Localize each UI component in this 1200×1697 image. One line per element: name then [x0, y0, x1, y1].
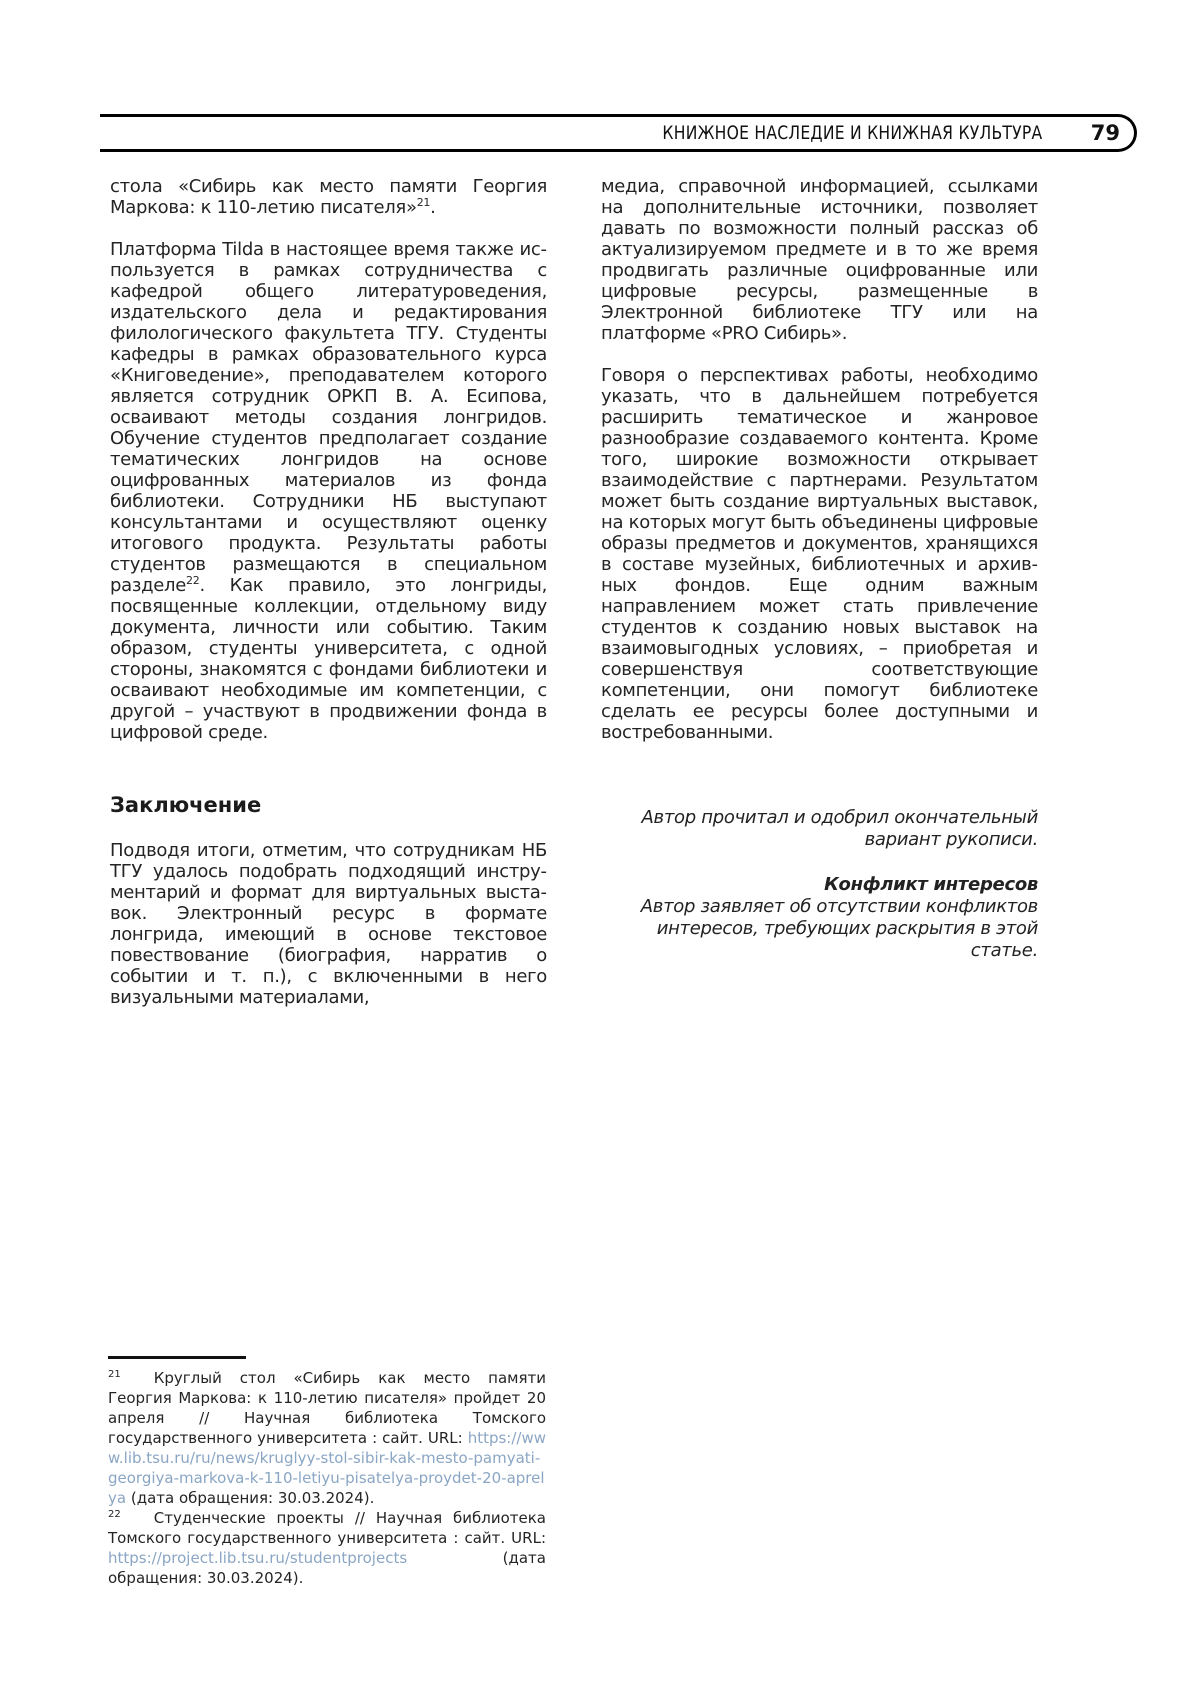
footnote-22-marker: 22 — [108, 1509, 121, 1520]
footnote-separator-rule — [108, 1356, 246, 1359]
footnote-ref-22: 22 — [186, 574, 200, 587]
footnotes-block — [108, 1356, 546, 1588]
paragraph-conclusion: Подводя итоги, отметим, что сотрудникам НБ ТГУ удалось подобрать подходящий инструментарий и формат для виртуальных выставок. Электронный ресурс в формате лонгрида, имеющий в основе текстовое повествование (биография, нарратив о событии и т. п.), с включенными в него визуальными материалами, — [110, 840, 547, 1008]
author-approval-note: Автор прочитал и одобрил окончательный вариант рукописи. — [641, 807, 1038, 850]
article-backmatter — [601, 807, 1038, 962]
running-head-band — [100, 114, 1137, 152]
paragraph-continuation — [110, 176, 547, 218]
paragraph-perspectives: Говоря о перспективах работы, необходимо указать, что в дальнейшем потребуется расширить тематическое и жанровое разнообразие создаваемого контента. Кроме того, широкие возможности открывает взаимодействие с партнерами. Результатом может быть создание виртуальных выставок, на которых могут быть объединены цифровые образы предметов и документов, хранящихся в составе музейных, библиотечных и архивных фондов. Еще одним важным направлением может стать привлечение студентов к созданию новых выставок на взаимовыгодных условиях, – приобретая и совершенствуя соответствующие компетенции, они помогут библиотеке сделать ее ресурсы более доступными и востребованными. — [601, 365, 1038, 743]
footnote-text: Студенческие проекты // Научная библиотека Томского государственного университета : сайт. URL: — [108, 1509, 546, 1547]
right-column — [601, 176, 1038, 1008]
paragraph-text: стола «Сибирь как место памяти Георгия Маркова: к 110-летию писателя» — [110, 176, 547, 218]
paragraph-text: Платформа Tilda в настоящее время также используется в рамках сотрудничества с кафедрой общего литературоведения, издательского дела и редактирования филологического факультета ТГУ. Студенты кафедры в рамках образовательного курса «Книговедение», преподавателем которого является сотрудник ОРКП В. А. Есипова, осваивают методы создания лонгридов. Обучение студентов предполагает создание тематических лонгридов на основе оцифрованных материалов из фонда библиотеки. Сотрудники НБ выступают консультантами и осуществляют оценку итогового продукта. Результаты работы студентов размещаются в специальном разделе — [110, 239, 547, 596]
conflict-of-interest-heading: Конфликт интересов — [824, 874, 1038, 895]
footnote-21 — [108, 1368, 546, 1508]
paragraph-text: . — [430, 197, 436, 218]
two-column-body — [110, 176, 1038, 1008]
footnote-text: (дата обращения: 30.03.2024). — [108, 1549, 546, 1587]
paragraph-text: . Как правило, это лонгриды, посвященные коллекции, отдельному виду документа, личности или событию. Таким образом, студенты университета, с одной стороны, знакомятся с фондами библиотеки и осваивают необходимые им компетенции, с другой – участвуют в продвижении фонда в цифровой среде. — [110, 575, 547, 743]
footnote-text: (дата обращения: 30.03.2024). — [126, 1489, 375, 1507]
conflict-of-interest-statement: Автор заявляет об отсутствии конфликтов интересов, требующих раскрытия в этой статье. — [640, 896, 1038, 961]
running-head-title: КНИЖНОЕ НАСЛЕДИЕ И КНИЖНАЯ КУЛЬТУРА — [662, 122, 1043, 144]
footnote-ref-21: 21 — [416, 196, 431, 209]
paragraph-tilda-platform — [110, 239, 547, 743]
page-number: 79 — [1090, 121, 1120, 145]
footnote-21-marker: 21 — [108, 1369, 121, 1380]
footnote-text: Круглый стол «Сибирь как место памяти Георгия Маркова: к 110-летию писателя» пройдет 20 апреля // Научная библиотека Томского государственного университета : сайт. URL: — [108, 1369, 546, 1447]
footnote-22 — [108, 1508, 546, 1588]
footnote-22-link[interactable]: https://project.lib.tsu.ru/studentprojects — [108, 1549, 408, 1567]
left-column — [110, 176, 547, 1008]
section-heading-conclusion: Заключение — [110, 793, 262, 817]
paragraph-media: медиа, справочной информацией, ссылками на дополнительные источники, позволяет давать по возможности полный рассказ об актуализируемом предмете и в то же время продвигать различные оцифрованные или цифровые ресурсы, размещенные в Электронной библиотеке ТГУ или на платформе «PRO Сибирь». — [601, 176, 1038, 344]
footnote-21-link[interactable]: https://www.lib.tsu.ru/ru/news/kruglyy-stol-sibir-kak-mesto-pamyati-georgiya-markova-k-110-letiyu-pisatelya-proydet-20-aprelya — [108, 1429, 546, 1507]
